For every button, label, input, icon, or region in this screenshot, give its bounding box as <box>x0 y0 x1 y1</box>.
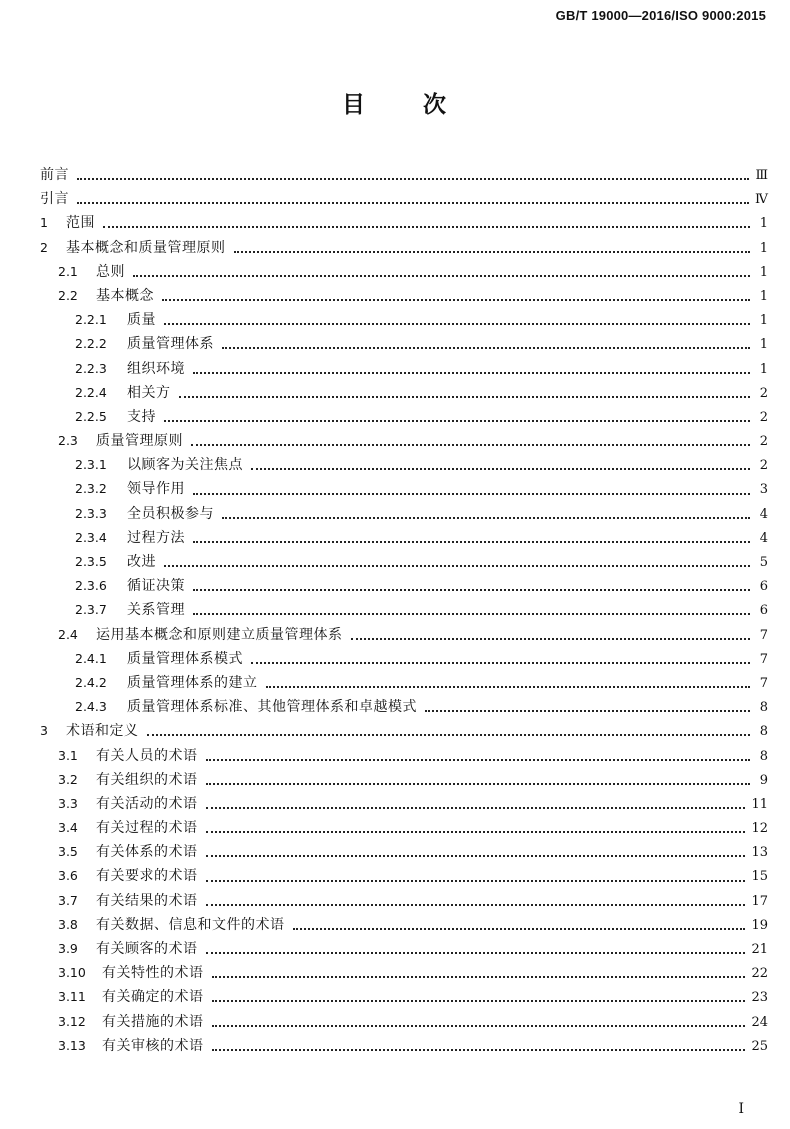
toc-entry-label: 总则 <box>96 263 125 280</box>
toc-entry[interactable] <box>40 550 768 574</box>
dot-leader <box>133 275 750 277</box>
toc-entry-page: 24 <box>751 1014 768 1030</box>
toc-title <box>0 86 790 119</box>
toc-entry-number: 2.2.3 <box>75 360 107 376</box>
toc-entry-page: 12 <box>751 821 768 837</box>
toc-entry-label: 以顾客为关注焦点 <box>127 457 243 474</box>
toc-entry-number: 2.2 <box>58 287 78 303</box>
toc-entry-page: 2 <box>759 434 768 450</box>
toc-entry-page: 15 <box>751 869 768 885</box>
dot-leader <box>293 928 746 930</box>
toc-entry-number: 3.7 <box>58 892 78 908</box>
toc-entry[interactable] <box>40 211 768 235</box>
toc-entry-page: 13 <box>751 845 768 861</box>
toc-entry-number: 3.1 <box>58 747 78 763</box>
toc-entry-label: 改进 <box>127 554 156 570</box>
toc-entry-label: 质量管理体系的建立 <box>127 674 258 691</box>
toc-entry-label: 有关人员的术语 <box>96 747 198 764</box>
toc-entry-page: 1 <box>759 337 768 353</box>
toc-entry-number: 3.13 <box>58 1037 86 1053</box>
toc-entry[interactable] <box>40 719 768 743</box>
toc-entry-number: 2.3.6 <box>75 578 107 594</box>
toc-entry-number: 2.3.2 <box>75 481 107 497</box>
toc-entry-number: 2.2.5 <box>75 408 107 424</box>
toc-entry-number: 1 <box>40 215 48 231</box>
dot-leader <box>164 420 750 422</box>
toc-entry-label: 有关过程的术语 <box>96 820 198 837</box>
toc-entry-label: 有关审核的术语 <box>102 1037 204 1054</box>
toc-entry-page: 1 <box>759 288 768 304</box>
toc-entry[interactable] <box>40 913 768 937</box>
toc-entry-number: 2.3.7 <box>75 602 107 618</box>
dot-leader <box>266 686 751 688</box>
toc-entry-number: 2.4.2 <box>75 674 107 690</box>
toc-entry-page: 4 <box>759 506 768 522</box>
dot-leader <box>77 202 749 204</box>
dot-leader <box>206 759 751 761</box>
toc-entry-page: 6 <box>759 579 768 595</box>
toc-entry-label: 质量管理体系 <box>127 336 214 353</box>
toc-entry-page: 1 <box>759 240 768 256</box>
toc-entry-label: 前言 <box>40 167 69 183</box>
toc-entry-number: 2.2.4 <box>75 384 107 400</box>
toc-entry-number: 2.1 <box>58 263 78 279</box>
toc-entry-number: 2.4 <box>58 626 78 642</box>
toc-entry[interactable] <box>40 357 768 381</box>
toc-entry-label: 有关措施的术语 <box>102 1013 204 1030</box>
toc-entry-page: 8 <box>759 724 768 740</box>
dot-leader <box>179 396 751 398</box>
toc-title-part2: 次 <box>423 91 448 118</box>
dot-leader <box>206 807 746 809</box>
footer-page-number: I <box>738 1101 744 1117</box>
toc-entry[interactable] <box>40 502 768 526</box>
toc-title-part1: 目 <box>342 91 367 118</box>
toc-entry-label: 范围 <box>66 215 95 232</box>
toc-entry[interactable] <box>40 961 768 985</box>
dot-leader <box>212 1000 746 1002</box>
toc-entry-number: 3.11 <box>58 989 86 1005</box>
toc-entry-number: 2.2.2 <box>75 336 107 352</box>
toc-entry-number: 3.6 <box>58 868 78 884</box>
toc-entry-label: 有关数据、信息和文件的术语 <box>96 916 285 933</box>
toc-entry-label: 基本概念和质量管理原则 <box>66 239 226 256</box>
toc-entry[interactable] <box>40 1034 768 1058</box>
toc-entry-label: 引言 <box>40 191 69 208</box>
toc-entry-label: 有关活动的术语 <box>96 795 198 812</box>
toc-entry[interactable] <box>40 1010 768 1034</box>
dot-leader <box>212 1025 746 1027</box>
toc-entry-label: 有关确定的术语 <box>102 989 204 1006</box>
table-of-contents <box>40 163 768 1058</box>
toc-entry-label: 有关结果的术语 <box>96 892 198 909</box>
dot-leader <box>206 783 751 785</box>
toc-entry-page: 8 <box>759 748 768 764</box>
dot-leader <box>206 855 746 857</box>
dot-leader <box>212 976 746 978</box>
toc-entry-page: 22 <box>751 966 768 982</box>
toc-entry[interactable] <box>40 792 768 816</box>
toc-entry-page: 6 <box>759 603 768 619</box>
toc-entry[interactable] <box>40 381 768 405</box>
toc-entry[interactable] <box>40 308 768 332</box>
dot-leader <box>222 347 750 349</box>
toc-entry-label: 有关要求的术语 <box>96 868 198 885</box>
dot-leader <box>191 444 750 446</box>
toc-entry-page: 1 <box>759 216 768 232</box>
toc-entry-label: 支持 <box>127 408 156 425</box>
toc-entry-number: 3.12 <box>58 1013 86 1029</box>
toc-entry[interactable] <box>40 526 768 550</box>
toc-entry-number: 3.4 <box>58 820 78 836</box>
toc-entry-number: 2.2.1 <box>75 312 107 328</box>
toc-entry-page: 7 <box>759 675 768 691</box>
toc-entry-page: 2 <box>759 385 768 401</box>
toc-entry[interactable] <box>40 574 768 598</box>
toc-entry[interactable] <box>40 163 768 187</box>
dot-leader <box>162 299 750 301</box>
toc-entry-number: 2.3 <box>58 433 78 449</box>
toc-entry[interactable] <box>40 671 768 695</box>
toc-entry-label: 有关顾客的术语 <box>96 941 198 957</box>
dot-leader <box>222 517 750 519</box>
toc-entry-number: 2.3.4 <box>75 529 107 545</box>
dot-leader <box>206 831 746 833</box>
toc-entry[interactable] <box>40 187 768 211</box>
toc-entry-label: 运用基本概念和原则建立质量管理体系 <box>96 626 343 643</box>
toc-entry[interactable] <box>40 864 768 888</box>
toc-entry[interactable] <box>40 429 768 453</box>
toc-entry-number: 2.3.5 <box>75 554 107 569</box>
toc-entry-page: 11 <box>751 796 768 812</box>
toc-entry-label: 循证决策 <box>127 578 185 595</box>
toc-entry-page: 2 <box>759 458 768 474</box>
toc-entry-page: 2 <box>759 409 768 425</box>
dot-leader <box>193 613 750 615</box>
toc-entry-number: 3 <box>40 723 48 739</box>
toc-entry-label: 有关组织的术语 <box>96 771 198 788</box>
toc-entry-page: 7 <box>759 627 768 643</box>
dot-leader <box>251 468 750 470</box>
toc-entry-number: 3.10 <box>58 965 86 981</box>
toc-entry[interactable] <box>40 623 768 647</box>
toc-entry[interactable] <box>40 985 768 1009</box>
dot-leader <box>193 589 750 591</box>
toc-entry-label: 基本概念 <box>96 287 154 304</box>
dot-leader <box>425 710 750 712</box>
toc-entry-page: 5 <box>759 555 768 570</box>
toc-entry[interactable] <box>40 840 768 864</box>
toc-entry-label: 关系管理 <box>127 602 185 619</box>
toc-entry-page: Ⅲ <box>755 168 768 183</box>
toc-entry-page: 1 <box>759 361 768 377</box>
toc-entry-label: 质量管理原则 <box>96 433 183 450</box>
toc-entry-number: 3.2 <box>58 771 78 787</box>
toc-entry-page: 4 <box>759 530 768 546</box>
toc-entry-page: Ⅳ <box>755 192 768 208</box>
dot-leader <box>206 880 746 882</box>
dot-leader <box>77 178 749 180</box>
toc-entry-page: 19 <box>751 917 768 933</box>
toc-entry-number: 2.3.3 <box>75 505 107 521</box>
toc-entry-label: 组织环境 <box>127 360 185 377</box>
toc-entry-number: 2.4.1 <box>75 650 107 666</box>
dot-leader <box>193 493 750 495</box>
toc-entry[interactable] <box>40 598 768 622</box>
dot-leader <box>206 904 746 906</box>
dot-leader <box>212 1049 746 1051</box>
dot-leader <box>164 323 750 325</box>
toc-entry-label: 有关特性的术语 <box>102 965 204 982</box>
toc-entry-label: 有关体系的术语 <box>96 844 198 861</box>
toc-entry[interactable] <box>40 889 768 913</box>
toc-entry-page: 21 <box>751 942 768 957</box>
toc-entry-label: 质量 <box>127 312 156 329</box>
dot-leader <box>164 565 750 567</box>
toc-entry[interactable] <box>40 647 768 671</box>
toc-entry-page: 8 <box>759 700 768 716</box>
toc-entry-label: 术语和定义 <box>66 723 139 740</box>
toc-entry[interactable] <box>40 236 768 260</box>
toc-entry[interactable] <box>40 453 768 477</box>
dot-leader <box>103 226 750 228</box>
toc-entry-number: 2.3.1 <box>75 457 107 473</box>
toc-entry-label: 质量管理体系标准、其他管理体系和卓越模式 <box>127 699 417 716</box>
dot-leader <box>193 372 750 374</box>
toc-entry-number: 2 <box>40 239 48 255</box>
toc-entry-page: 17 <box>751 893 768 909</box>
toc-entry-label: 领导作用 <box>127 481 185 498</box>
toc-entry-page: 1 <box>759 313 768 329</box>
toc-entry-number: 2.4.3 <box>75 699 107 715</box>
toc-entry-page: 25 <box>751 1038 768 1054</box>
dot-leader <box>206 952 746 954</box>
toc-entry-label: 相关方 <box>127 384 171 401</box>
toc-entry-page: 7 <box>759 651 768 667</box>
toc-entry-page: 9 <box>759 772 768 788</box>
toc-entry[interactable] <box>40 332 768 356</box>
dot-leader <box>251 662 750 664</box>
toc-entry-number: 3.8 <box>58 916 78 932</box>
toc-entry[interactable] <box>40 405 768 429</box>
dot-leader <box>147 734 751 736</box>
dot-leader <box>193 541 750 543</box>
toc-entry-number: 3.9 <box>58 941 78 956</box>
toc-entry-page: 23 <box>751 990 768 1006</box>
toc-entry[interactable] <box>40 477 768 501</box>
toc-entry-label: 全员积极参与 <box>127 505 214 522</box>
standard-code-header: GB/T 19000—2016/ISO 9000:2015 <box>555 8 766 23</box>
toc-entry[interactable] <box>40 695 768 719</box>
toc-entry-label: 质量管理体系模式 <box>127 650 243 667</box>
dot-leader <box>234 251 751 253</box>
dot-leader <box>351 638 751 640</box>
toc-entry-number: 3.5 <box>58 844 78 860</box>
toc-entry[interactable] <box>40 937 768 961</box>
toc-entry[interactable] <box>40 816 768 840</box>
toc-entry-label: 过程方法 <box>127 529 185 546</box>
toc-entry[interactable] <box>40 284 768 308</box>
toc-entry-page: 3 <box>759 482 768 498</box>
toc-entry-page: 1 <box>759 264 768 280</box>
toc-entry-number: 3.3 <box>58 795 78 811</box>
toc-entry[interactable] <box>40 744 768 768</box>
toc-entry[interactable] <box>40 260 768 284</box>
toc-entry[interactable] <box>40 768 768 792</box>
